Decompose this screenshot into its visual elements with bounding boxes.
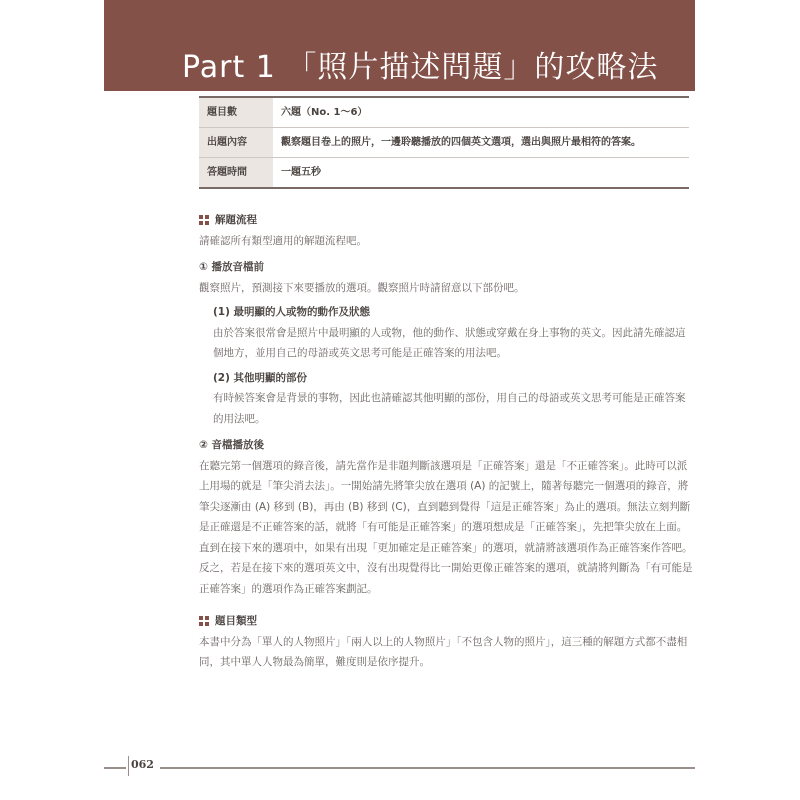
- info-label: 答題時間: [199, 158, 273, 189]
- info-value: 一題五秒: [273, 158, 689, 189]
- step2-text: 在聽完第一個選項的錄音後，請先當作是非題判斷該選項是「正確答案」還是「不正確答案」。此時可以派上用場的就是「筆尖消去法」。一開始請先將筆尖放在選項 (A) 的記號上，隨著每聽完一個選項的錄音，將筆尖逐漸由 (A) 移到 (B)，再由 (B) 移到 (C)，直到聽到覺得「這是正確答案」為止的選項。無法立刻判斷是正確還是不正確答案的話，就將「有可能是正確答案」的選項想成是「正確答案」，先把筆尖放在上面。直到在接下來的選項中，如果有出現「更加確定是正確答案」的選項，就請將該選項作為正確答案作答吧。反之，若是在接下來的選項英文中，沒有出現覺得比一開始更像正確答案的選項，就請將判斷為「有可能是正確答案」的選項作為正確答案劃記。: [199, 459, 693, 595]
- footer-rule-right: [160, 767, 695, 769]
- info-row: [199, 128, 689, 158]
- info-table: [199, 96, 689, 189]
- flow-intro: 請確認所有類型適用的解題流程吧。: [199, 234, 367, 247]
- info-value: 觀察題目卷上的照片，一邊聆聽播放的四個英文選項，選出與照片最相符的答案。: [273, 128, 689, 158]
- sub1-text: 由於答案很常會是照片中最明顯的人或物，他的動作、狀態或穿戴在身上事物的英文。因此請先確認這個地方，並用自己的母語或英文思考可能是正確答案的用法吧。: [213, 326, 686, 359]
- info-label: 出題內容: [199, 128, 273, 158]
- sub2-text: 有時候答案會是背景的事物，因此也請確認其他明顯的部份，用自己的母語或英文思考可能是正確答案的用法吧。: [213, 392, 686, 425]
- step2-heading: ② 音檔播放後: [199, 439, 265, 451]
- section-heading-types: [199, 611, 694, 632]
- info-row: [199, 97, 689, 128]
- info-value: 六題（No. 1～6）: [273, 97, 689, 128]
- footer-rule-left: [104, 767, 126, 769]
- sub2-heading: (2) 其他明顯的部份: [213, 371, 308, 384]
- body-content: [199, 202, 694, 673]
- step1-heading: ① 播放音檔前: [199, 261, 265, 273]
- grid-bullet-icon: [199, 215, 209, 225]
- chapter-header: [104, 0, 695, 91]
- info-row: [199, 158, 689, 189]
- sub1-heading: (1) 最明顯的人或物的動作及狀態: [213, 306, 371, 318]
- footer-separator: [128, 756, 129, 776]
- page-number: 062: [131, 758, 154, 771]
- section-heading-flow: [199, 210, 694, 231]
- types-text: 本書中分為「單人的人物照片」「兩人以上的人物照片」「不包含人物的照片」，這三種的解題方式都不盡相同，其中單人人物最為簡單，難度則是依序提升。: [199, 635, 688, 668]
- page: [104, 0, 695, 800]
- step1-text: 觀察照片，預測接下來要播放的選項。觀察照片時請留意以下部份吧。: [199, 281, 525, 294]
- chapter-title: Part 1 「照片描述問題」的攻略法: [182, 50, 659, 85]
- grid-bullet-icon: [199, 616, 209, 626]
- section-title: 解題流程: [215, 214, 257, 226]
- info-label: 題目數: [199, 97, 273, 128]
- section-title: 題目類型: [215, 615, 257, 627]
